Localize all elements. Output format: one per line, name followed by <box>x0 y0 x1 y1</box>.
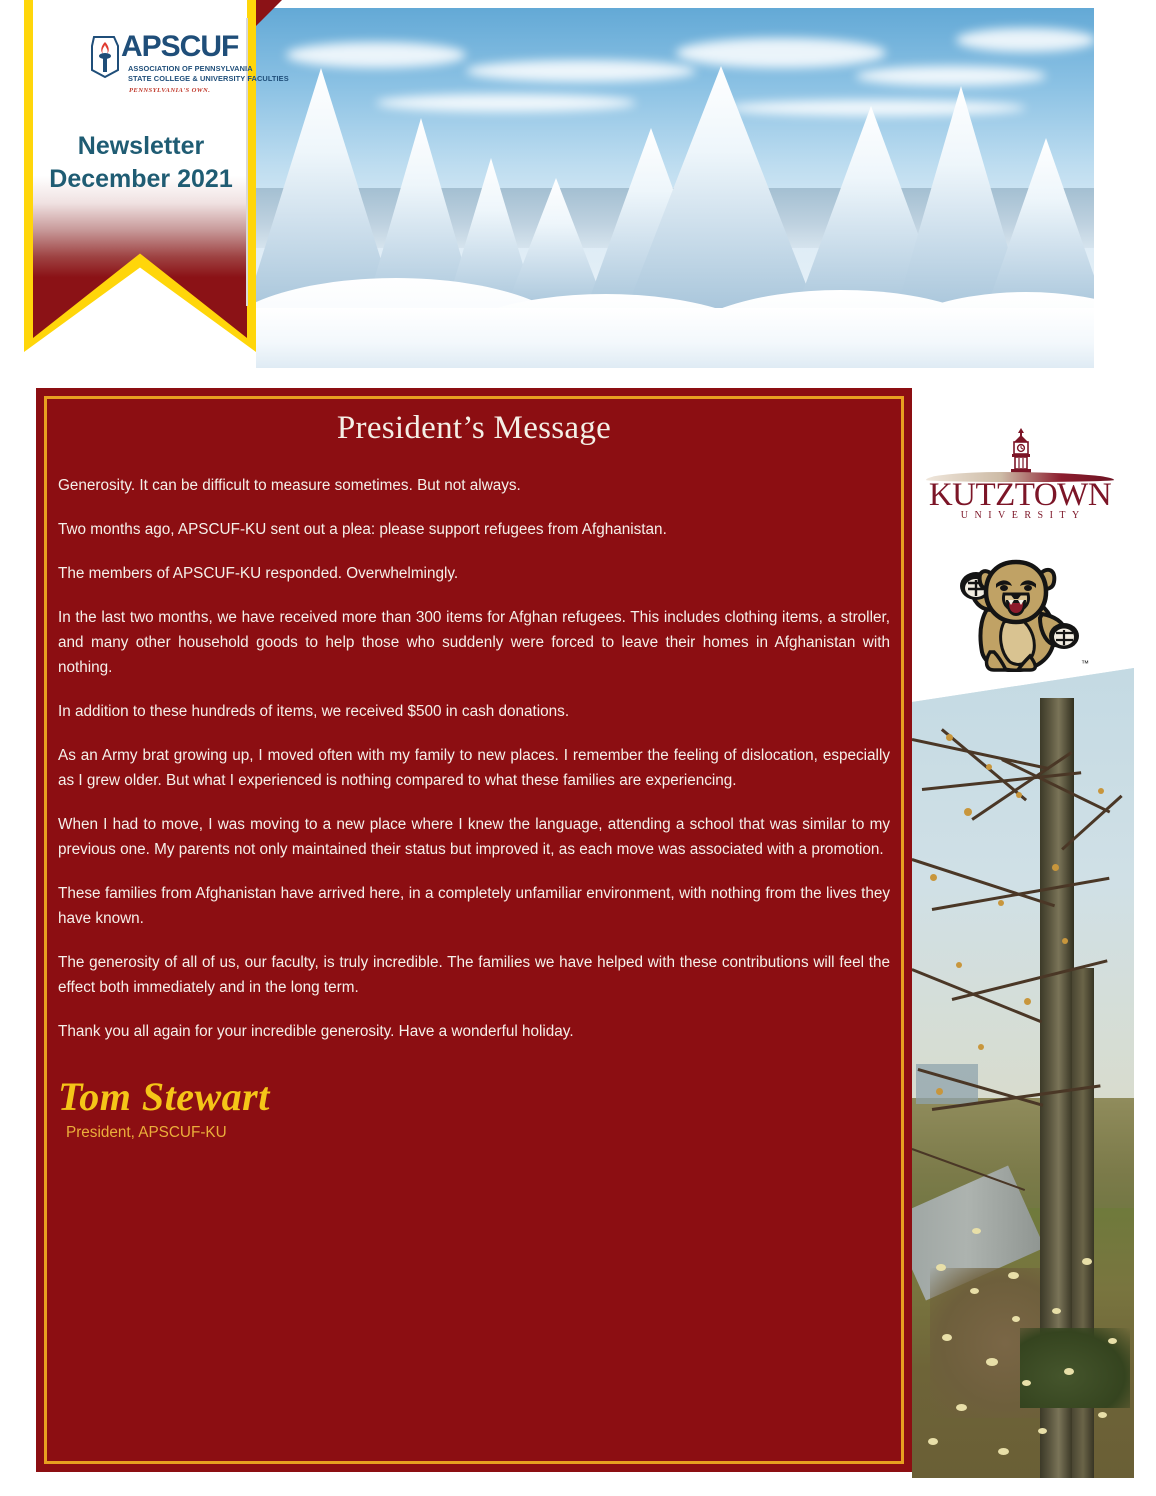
kutztown-university-logo <box>922 428 1118 520</box>
message-paragraph: Two months ago, APSCUF-KU sent out a plea: please support refugees from Afghanistan. <box>58 521 667 538</box>
message-paragraph: When I had to move, I was moving to a new place where I knew the language, attending a school that was similar to my previous one. My parents not only maintained their status but improved it, as each move was associated with a promotion. <box>58 816 890 858</box>
winter-hero-photo <box>256 8 1094 368</box>
newsletter-title-line1: Newsletter <box>77 132 205 160</box>
signature-role: President, APSCUF-KU <box>66 1124 227 1141</box>
university-name: KUTZTOWN <box>928 477 1112 513</box>
message-paragraph: These families from Afghanistan have arrived here, in a completely unfamiliar environment, with nothing from the lives they have known. <box>58 885 890 927</box>
message-paragraph: Thank you all again for your incredible generosity. Have a wonderful holiday. <box>58 1023 574 1040</box>
clock-tower-icon <box>1008 428 1034 474</box>
presidents-message-panel <box>36 388 912 1472</box>
message-paragraph: Generosity. It can be difficult to measure sometimes. But not always. <box>58 477 521 494</box>
signature-name: Tom Stewart <box>58 1074 270 1119</box>
university-subtitle: UNIVERSITY <box>960 510 1086 521</box>
trademark-symbol: ™ <box>1081 659 1089 668</box>
logo-wordmark: APSCUF <box>121 30 239 63</box>
newsletter-title <box>38 130 244 196</box>
newsletter-header <box>0 0 1156 378</box>
logo-tagline-1: ASSOCIATION OF PENNSYLVANIA <box>128 64 253 73</box>
logo-tagline-2: STATE COLLEGE & UNIVERSITY FACULTIES <box>128 74 289 83</box>
logo-tagline-3: PENNSYLVANIA'S OWN. <box>129 87 211 94</box>
message-paragraph: In addition to these hundreds of items, we received $500 in cash donations. <box>58 703 570 720</box>
newsletter-title-line2: December 2021 <box>49 165 233 193</box>
apscuf-logo <box>84 30 289 108</box>
message-paragraph: The members of APSCUF-KU responded. Overwhelmingly. <box>58 565 459 582</box>
message-paragraph: In the last two months, we have received more than 300 items for Afghan refugees. This includes clothing items, a stroller, and many other household goods to help those who suddenly were forced to leave their homes in Afghanistan with nothing. <box>58 609 890 676</box>
newsletter-ribbon-banner <box>24 0 289 352</box>
ribbon-fold-corner <box>256 0 282 26</box>
campus-autumn-photo <box>912 668 1134 1478</box>
message-paragraph: As an Army brat growing up, I moved often with my family to new places. I remember the feeling of dislocation, especially as I grew older. But what I experienced is nothing compared to what these families are experiencing. <box>58 747 890 789</box>
message-paragraph: The generosity of all of us, our faculty, is truly incredible. The families we have helped with these contributions will feel the effect both immediately and in the long term. <box>58 954 890 996</box>
golden-bear-mascot-icon <box>948 556 1090 672</box>
ribbon-divider-line <box>246 18 248 306</box>
presidents-message-title: President’s Message <box>336 410 612 446</box>
torch-keystone-icon <box>88 34 122 80</box>
